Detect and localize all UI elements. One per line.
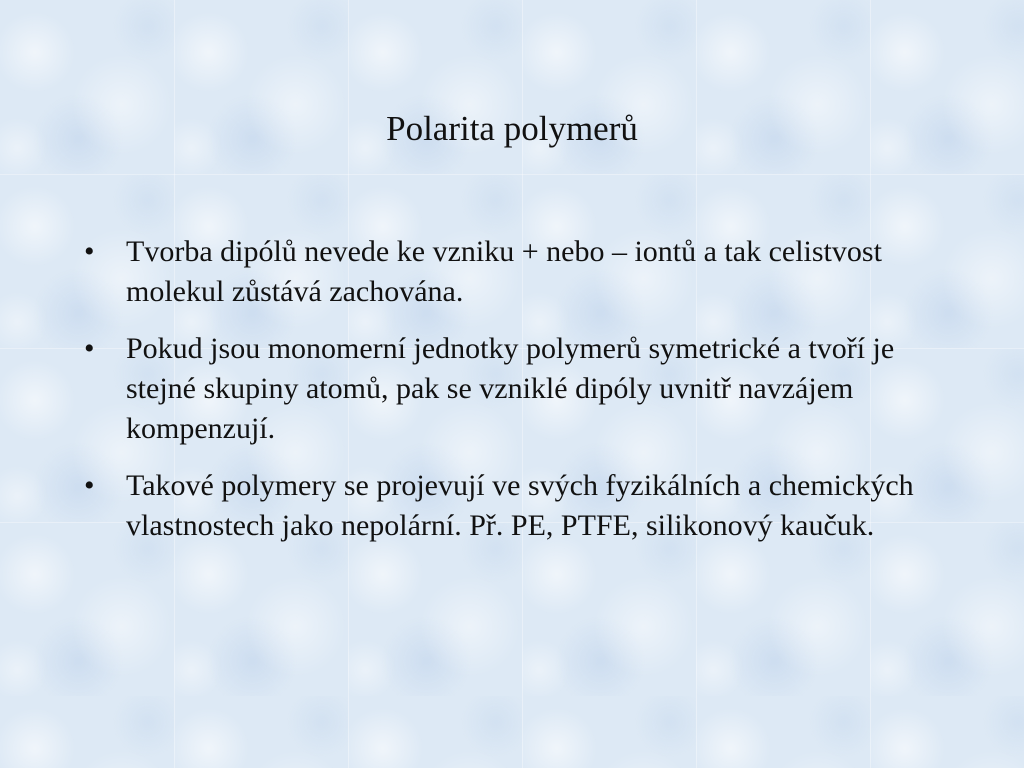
bullet-marker: • [84, 469, 95, 502]
bullet-list [80, 232, 960, 563]
bullet-text: Pokud jsou monomerní jednotky polymerů symetrické a tvoří je stejné skupiny atomů, pak se vzniklé dipóly uvnitř navzájem kompenzují. [126, 332, 895, 445]
bullet-marker: • [84, 235, 95, 268]
bullet-item [80, 232, 960, 312]
bullet-text: Takové polymery se projevují ve svých fyzikálních a chemických vlastnostech jako nepolární. Př. PE, PTFE, silikonový kaučuk. [126, 469, 914, 542]
slide-title: Polarita polymerů [386, 109, 638, 148]
bullet-text: Tvorba dipólů nevede ke vzniku + nebo – iontů a tak celistvost molekul zůstává zachována. [126, 235, 882, 308]
bullet-marker: • [84, 332, 95, 365]
bullet-item [80, 329, 960, 449]
background-tile-line [0, 174, 1024, 175]
bullet-item [80, 466, 960, 546]
